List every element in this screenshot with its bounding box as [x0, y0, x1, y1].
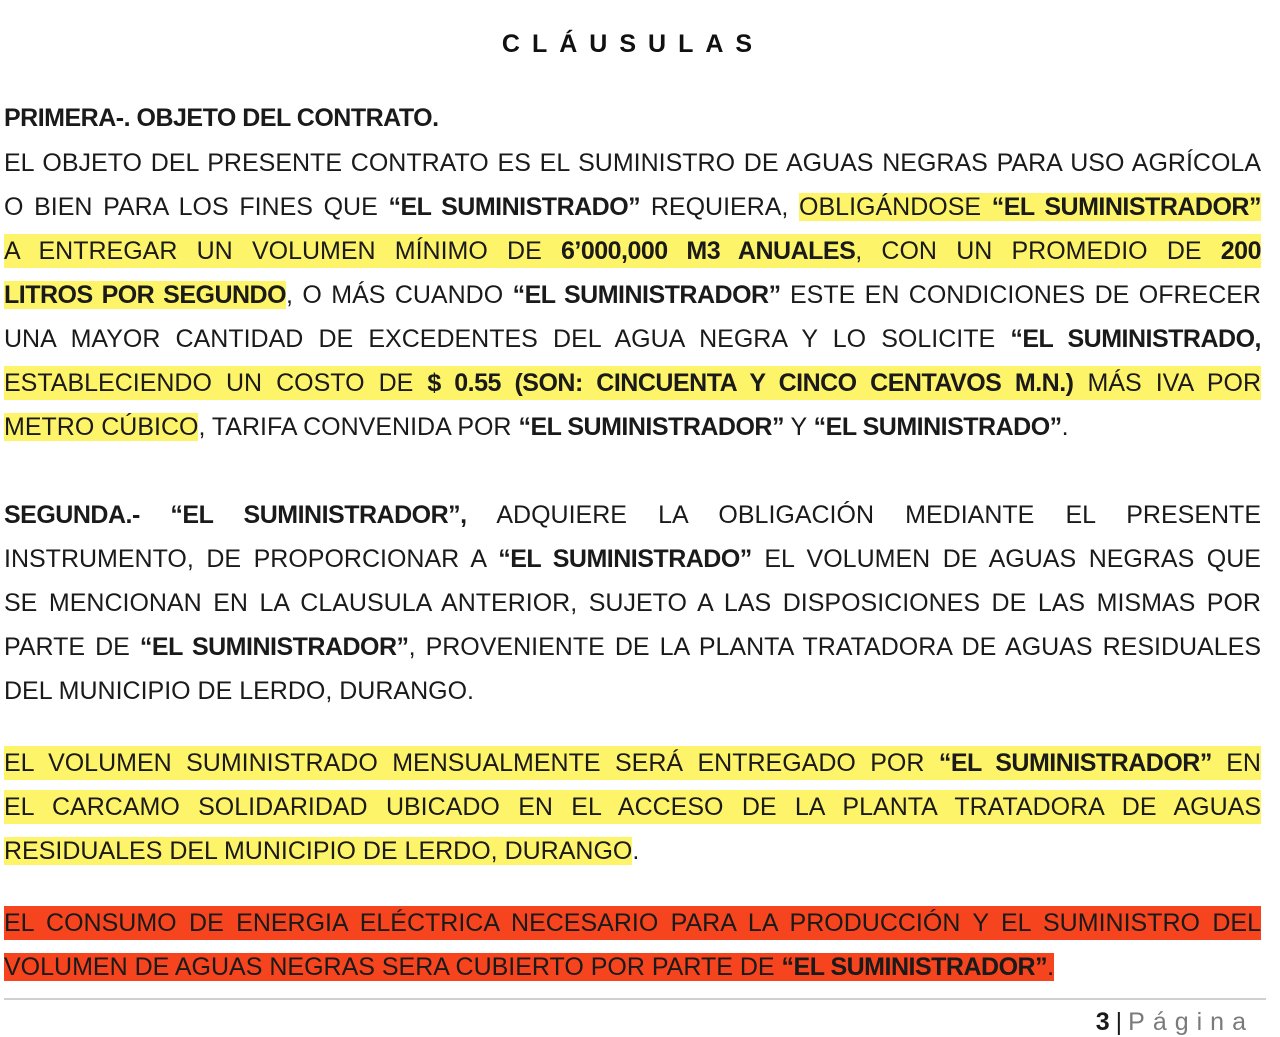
page-number: 3: [1095, 1008, 1110, 1036]
highlight-metro-cubico: METRO CÚBICO: [4, 413, 199, 441]
segunda-line-4: PARTE DE “EL SUMINISTRADOR”, PROVENIENTE DE LA PLANTA TRATADORA DE AGUAS RESIDUALES: [4, 633, 1261, 661]
primera-line-6: ESTABLECIENDO UN COSTO DE $ 0.55 (SON: CINCUENTA Y CINCO CENTAVOS M.N.) MÁS IVA POR: [4, 366, 1261, 400]
primera-line-5: UNA MAYOR CANTIDAD DE EXCEDENTES DEL AGUA NEGRA Y LO SOLICITE “EL SUMINISTRADO,: [4, 325, 1261, 353]
document-title: CLÁUSULAS: [501, 30, 765, 58]
highlight-litros: LITROS POR SEGUNDO: [4, 281, 287, 309]
primera-line-3: A ENTREGAR UN VOLUMEN MÍNIMO DE 6’000,000 M3 ANUALES, CON UN PROMEDIO DE 200: [4, 234, 1261, 268]
page-label: Página: [1128, 1008, 1254, 1036]
volumen-line-3: RESIDUALES DEL MUNICIPIO DE LERDO, DURANGO.: [4, 837, 640, 865]
primera-line-7: METRO CÚBICO, TARIFA CONVENIDA POR “EL SUMINISTRADOR” Y “EL SUMINISTRADO”.: [4, 413, 1069, 441]
clause-primera-heading: PRIMERA-. OBJETO DEL CONTRATO.: [4, 104, 439, 132]
footer-divider: [4, 998, 1266, 1000]
highlight-energia: VOLUMEN DE AGUAS NEGRAS SERA CUBIERTO POR PARTE DE “EL SUMINISTRADOR”.: [4, 953, 1055, 981]
page-separator: |: [1115, 1008, 1123, 1036]
primera-line-1: EL OBJETO DEL PRESENTE CONTRATO ES EL SUMINISTRO DE AGUAS NEGRAS PARA USO AGRÍCOLA: [4, 149, 1261, 177]
primera-line-4: LITROS POR SEGUNDO, O MÁS CUANDO “EL SUMINISTRADOR” ESTE EN CONDICIONES DE OFRECER: [4, 281, 1261, 309]
energia-line-1: EL CONSUMO DE ENERGIA ELÉCTRICA NECESARIO PARA LA PRODUCCIÓN Y EL SUMINISTRO DEL: [4, 906, 1261, 940]
page-footer: [1096, 1008, 1254, 1037]
segunda-line-2: INSTRUMENTO, DE PROPORCIONAR A “EL SUMINISTRADO” EL VOLUMEN DE AGUAS NEGRAS QUE: [4, 545, 1261, 573]
primera-line-2: O BIEN PARA LOS FINES QUE “EL SUMINISTRADO” REQUIERA, OBLIGÁNDOSE “EL SUMINISTRADOR”: [4, 193, 1261, 221]
segunda-line-5: DEL MUNICIPIO DE LERDO, DURANGO.: [4, 677, 474, 705]
volumen-line-2: EL CARCAMO SOLIDARIDAD UBICADO EN EL ACCESO DE LA PLANTA TRATADORA DE AGUAS: [4, 790, 1261, 824]
energia-line-2: [4, 950, 1261, 984]
highlight-obligandose: OBLIGÁNDOSE “EL SUMINISTRADOR”: [799, 193, 1261, 221]
clause-segunda-heading: SEGUNDA.- “EL SUMINISTRADOR”,: [4, 501, 467, 529]
segunda-line-3: SE MENCIONAN EN LA CLAUSULA ANTERIOR, SUJETO A LAS DISPOSICIONES DE LAS MISMAS POR: [4, 589, 1261, 617]
volumen-line-1: EL VOLUMEN SUMINISTRADO MENSUALMENTE SERÁ ENTREGADO POR “EL SUMINISTRADOR” EN: [4, 746, 1261, 780]
segunda-line-1: SEGUNDA.- “EL SUMINISTRADOR”, ADQUIERE LA OBLIGACIÓN MEDIANTE EL PRESENTE: [4, 501, 1261, 529]
highlight-residuales: RESIDUALES DEL MUNICIPIO DE LERDO, DURANGO: [4, 837, 633, 865]
